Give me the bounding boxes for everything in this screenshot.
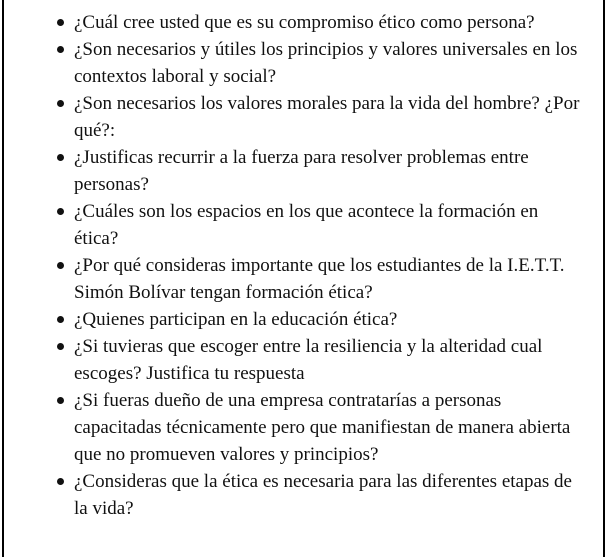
bullet-icon	[57, 316, 64, 323]
question-item	[4, 198, 603, 252]
bullet-icon	[57, 46, 64, 53]
bullet-icon	[57, 397, 64, 404]
question-text: ¿Consideras que la ética es necesaria para las diferentes etapas de la vida?	[74, 471, 572, 519]
question-item	[4, 36, 603, 90]
question-item	[4, 468, 603, 522]
bullet-icon	[57, 478, 64, 485]
question-item	[4, 144, 603, 198]
question-text: ¿Justificas recurrir a la fuerza para resolver problemas entre personas?	[74, 147, 529, 195]
question-text: ¿Quienes participan en la educación ética?	[74, 309, 398, 330]
bullet-icon	[57, 19, 64, 26]
question-text: ¿Cuál cree usted que es su compromiso ético como persona?	[74, 12, 535, 33]
bullet-icon	[57, 100, 64, 107]
question-item	[4, 306, 603, 333]
bullet-icon	[57, 262, 64, 269]
question-text: ¿Son necesarios y útiles los principios y valores universales en los contextos laboral y social?	[74, 39, 578, 87]
question-item	[4, 9, 603, 36]
question-item	[4, 333, 603, 387]
bullet-icon	[57, 154, 64, 161]
question-list	[4, 9, 603, 522]
document-page	[2, 0, 605, 557]
question-item	[4, 90, 603, 144]
question-text: ¿Si tuvieras que escoger entre la resiliencia y la alteridad cual escoges? Justifica tu respuesta	[74, 336, 543, 384]
question-text: ¿Si fueras dueño de una empresa contratarías a personas capacitadas técnicamente pero que manifiestan de manera abierta que no promueven valores y principios?	[74, 390, 571, 465]
bullet-icon	[57, 343, 64, 350]
bullet-icon	[57, 208, 64, 215]
question-text: ¿Cuáles son los espacios en los que acontece la formación en ética?	[74, 201, 539, 249]
question-item	[4, 252, 603, 306]
question-text: ¿Son necesarios los valores morales para la vida del hombre? ¿Por qué?:	[74, 93, 580, 141]
question-item	[4, 387, 603, 468]
question-text: ¿Por qué consideras importante que los estudiantes de la I.E.T.T. Simón Bolívar tengan formación ética?	[74, 255, 565, 303]
